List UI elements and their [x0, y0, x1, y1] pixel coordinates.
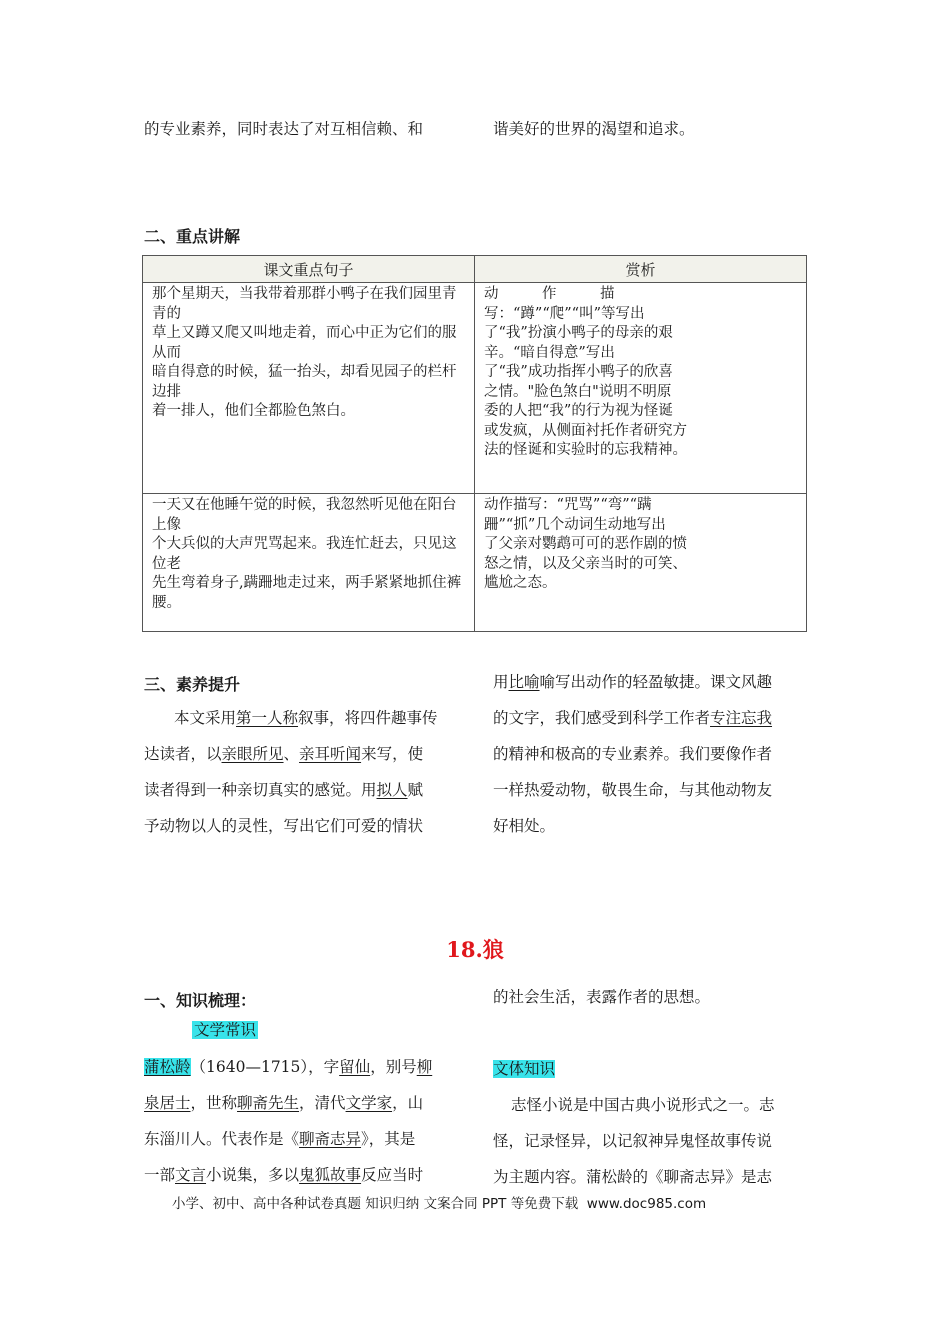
underlined-term: 文言 — [175, 1166, 207, 1184]
text-line — [144, 1157, 460, 1193]
underlined-term: 比喻 — [508, 673, 540, 691]
text-span: 读者得到一种亲切真实的感觉。用 — [144, 781, 377, 799]
footer-text: 小学、初中、高中各种试卷真题 知识归纳 文案合同 PPT 等免费下载 — [172, 1196, 579, 1212]
text-line — [144, 1049, 460, 1085]
key-sentences-table — [142, 255, 807, 632]
text-line — [493, 664, 808, 700]
text-span: 反应当时 — [361, 1166, 424, 1184]
sentence-cell — [143, 494, 475, 632]
text-line: 好相处。 — [493, 817, 556, 835]
analysis-cell — [475, 494, 807, 632]
sentence-line: 暗自得意的时候，猛一抬头，却看见园子的栏杆边排 — [152, 364, 457, 400]
text-span: ，别号 — [370, 1058, 417, 1076]
analysis-line: 怒之情，以及父亲当时的可笑、 — [484, 555, 687, 572]
analysis-line: 写：“蹲”“爬”“叫”等写出 — [484, 305, 645, 322]
analysis-line: 了“我”成功指挥小鸭子的欣喜 — [484, 364, 673, 380]
analysis-line: 动 作 描 — [484, 286, 615, 302]
text-line — [144, 736, 457, 772]
text-line: 一样热爱动物，敬畏生命，与其他动物友 — [493, 781, 773, 799]
underlined-term: 聊斋先生 — [237, 1094, 300, 1112]
sentence-line: 先生弯着身子,蹒跚地走过来，两手紧紧地抓住裤腰。 — [152, 575, 462, 611]
text-line: 的精神和极高的专业素养。我们要像作者 — [493, 745, 773, 763]
sentence-line: 那个星期天，当我带着那群小鸭子在我们园里青青的 — [152, 286, 457, 322]
text-line — [144, 1085, 460, 1121]
underlined-term: 柳 — [416, 1058, 433, 1076]
analysis-line: 委的人把“我”的行为视为怪诞 — [484, 403, 673, 419]
sentence-line: 个大兵似的大声咒骂起来。我连忙赶去，只见这位老 — [152, 536, 457, 572]
text-span: 东淄川人。代表作是《 — [144, 1130, 300, 1148]
highlighted-author-name: 蒲松龄 — [144, 1058, 191, 1076]
analysis-line: 辛。“暗自得意”写出 — [484, 344, 615, 361]
underlined-term: 拟人 — [376, 781, 408, 799]
literacy-left-column — [144, 700, 457, 844]
sentence-line: 草上又蹲又爬又叫地走着，而心中正为它们的服从而 — [152, 325, 457, 361]
section-heading-key-points: 二、重点讲解 — [144, 227, 241, 246]
genre-info-column — [493, 979, 809, 1195]
section-heading-literacy: 三、素养提升 — [144, 675, 241, 694]
text-line: 怪，记录怪异，以记叙神异鬼怪故事传说 — [493, 1132, 773, 1150]
analysis-line: 动作描写：“咒骂”“弯”“蹒 — [484, 497, 652, 513]
analysis-line: 法的怪诞和实验时的忘我精神。 — [484, 442, 687, 458]
text-span: 用 — [493, 673, 509, 691]
underlined-term: 第一人称 — [236, 709, 299, 727]
underlined-term: 聊斋志异 — [299, 1130, 362, 1148]
column-header-analysis: 赏析 — [475, 256, 807, 283]
text-line — [144, 772, 457, 808]
highlight-label: 文学常识 — [194, 1021, 257, 1039]
text-span: 一部 — [144, 1166, 176, 1184]
tag-literary-knowledge — [192, 1012, 258, 1048]
analysis-line: 之情。"脸色煞白"说明不明原 — [484, 383, 672, 400]
underlined-term: 留仙 — [339, 1058, 371, 1076]
text-span: （1640—1715），字 — [190, 1058, 340, 1076]
footer-link[interactable]: www.doc985.com — [586, 1196, 707, 1212]
underlined-term: 泉居士 — [144, 1094, 191, 1112]
analysis-line: 了父亲对鹦鹉可可的恶作剧的愤 — [484, 536, 687, 552]
analysis-line: 跚”“抓”几个动词生动地写出 — [484, 516, 666, 533]
text-line: 志怪小说是中国古典小说形式之一。志 — [511, 1096, 775, 1114]
text-span: 喻写出动作的轻盈敏捷。课文风趣 — [539, 673, 773, 691]
table-row — [143, 283, 807, 494]
text-span: 》，其是 — [361, 1130, 416, 1148]
analysis-line: 了“我”扮演小鸭子的母亲的艰 — [484, 325, 673, 341]
text-line — [144, 700, 457, 736]
literacy-right-column — [493, 664, 808, 844]
underlined-term: 专注忘我 — [710, 709, 773, 727]
top-text-right: 谐美好的世界的渴望和追求。 — [493, 120, 695, 138]
top-text-left: 的专业素养，同时表达了对互相信赖、和 — [144, 120, 424, 138]
text-line: 予动物以人的灵性，写出它们可爱的情状 — [144, 817, 424, 835]
underlined-term: 亲耳听闻 — [299, 745, 362, 763]
highlight-label: 文体知识 — [493, 1060, 556, 1078]
text-span: 赋 — [407, 781, 424, 799]
text-line: 为主题内容。蒲松龄的《聊斋志异》是志 — [493, 1168, 773, 1186]
text-line — [144, 1121, 460, 1157]
sentence-line: 一天又在他睡午觉的时候，我忽然听见他在阳台上像 — [152, 497, 457, 533]
text-line: 的社会生活，表露作者的思想。 — [493, 988, 711, 1006]
text-span: ，山 — [392, 1094, 424, 1112]
section-heading-knowledge: 一、知识梳理： — [144, 991, 257, 1010]
text-line — [493, 1051, 809, 1087]
text-span: 小说集，多以 — [206, 1166, 300, 1184]
analysis-line: 尴尬之态。 — [484, 575, 557, 591]
text-span: 本文采用 — [174, 709, 237, 727]
underlined-term: 鬼狐故事 — [299, 1166, 362, 1184]
text-span: 、 — [283, 745, 300, 763]
sentence-cell — [143, 283, 475, 494]
text-span: ，世称 — [190, 1094, 238, 1112]
underlined-term: 亲眼所见 — [221, 745, 284, 763]
text-span: 达读者，以 — [144, 745, 222, 763]
text-span: ，清代 — [299, 1094, 346, 1112]
text-span: 的文字，我们感受到科学工作者 — [493, 709, 711, 727]
text-span: 来写，使 — [361, 745, 424, 763]
column-header-sentence: 课文重点句子 — [143, 256, 475, 283]
author-info-column — [144, 1049, 460, 1193]
text-line — [493, 700, 808, 736]
underlined-term: 文学家 — [345, 1094, 393, 1112]
analysis-cell — [475, 283, 807, 494]
lesson-title: 18.狼 — [446, 937, 504, 962]
page-footer — [172, 1192, 706, 1212]
table-row — [143, 494, 807, 632]
sentence-line: 着一排人，他们全都脸色煞白。 — [152, 403, 355, 419]
analysis-line: 或发疯，从侧面衬托作者研究方 — [484, 422, 687, 439]
text-span: 叙事，将四件趣事传 — [298, 709, 438, 727]
